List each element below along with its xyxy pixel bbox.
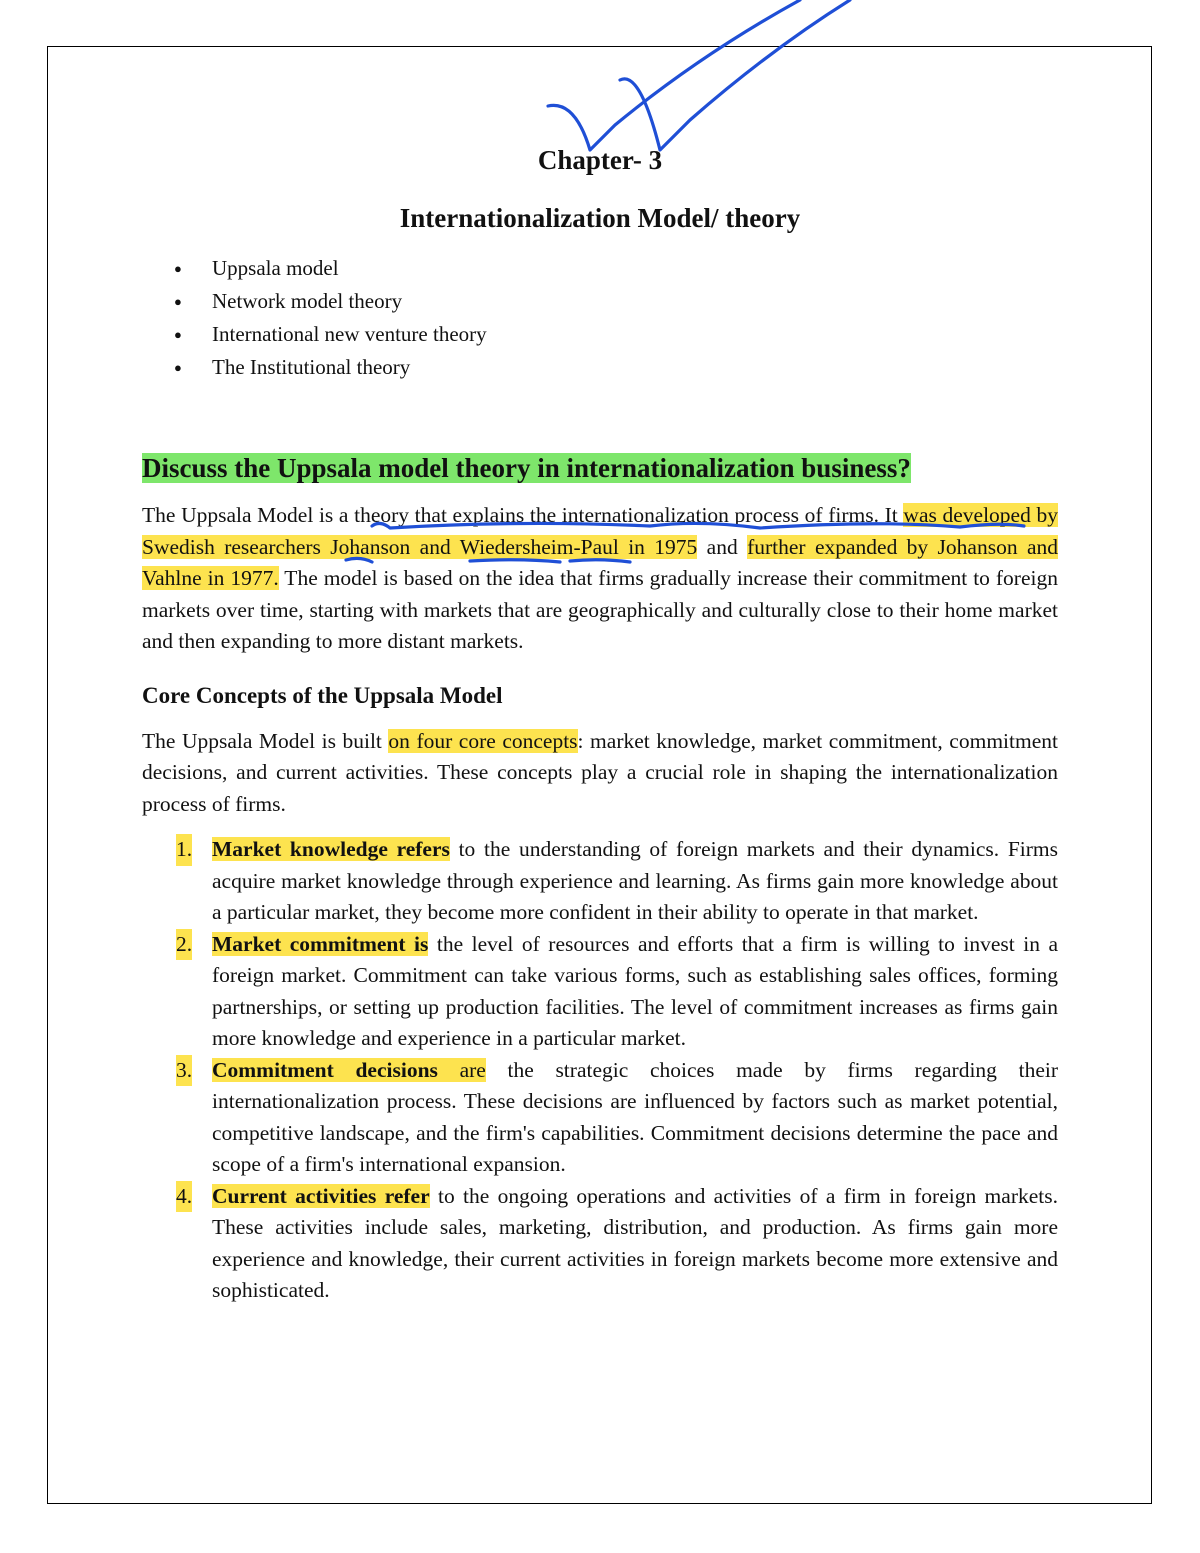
intro-highlight-1: was developed by Swedish researchers Johanson and Wiedersheim-Paul in 1975 (142, 503, 1058, 559)
question-text: Discuss the Uppsala model theory in internationalization business? (142, 453, 911, 483)
core-intro-paragraph (142, 726, 1058, 821)
concept-text: the level of resources and efforts that a firm is willing to invest in a foreign market. Commitment can take various forms, such as establishing sales offices, forming partnerships, or setting up production facilities. The level of commitment increases as firms gain more knowledge and experience in a particular market. (212, 931, 1058, 1050)
concept-text: to the ongoing operations and activities of a firm in foreign markets. These activities include sales, marketing, distribution, and production. As firms gain more experience and knowledge, their current activities in foreign markets become more extensive and sophisticated. (212, 1183, 1058, 1302)
concept-term: Market knowledge refers (212, 837, 450, 861)
page-subtitle: Internationalization Model/ theory (399, 203, 801, 233)
concept-text: the strategic choices made by firms regarding their internationalization process. These decisions are influenced by factors such as market potential, competitive landscape, and the firm's capabilities. Commitment decisions determine the pace and scope of a firm's international expansion. (212, 1057, 1058, 1176)
intro-highlight-2: further expanded by Johanson and Vahlne in 1977. (142, 534, 1058, 590)
core-intro-text-1: The Uppsala Model is built (142, 728, 389, 753)
document-body (142, 140, 1058, 1307)
question-heading (142, 450, 1058, 486)
concept-text: to the understanding of foreign markets and their dynamics. Firms acquire market knowledge through experience and learning. As firms gain more knowledge about a particular market, they become more confident in their ability to operate in that market. (212, 837, 1059, 924)
list-item: ● The Institutional theory (172, 351, 1058, 384)
item-number: 2. (176, 929, 192, 961)
concept-term: Current activities refer (212, 1183, 430, 1208)
topic-list (142, 252, 1058, 384)
list-item (142, 929, 1058, 1055)
item-number: 3. (176, 1055, 192, 1087)
intro-text-2: and (697, 534, 748, 559)
core-intro-highlight: on four core concepts (388, 728, 578, 753)
concept-term: Market commitment is (212, 931, 429, 956)
chapter-title: Chapter- 3 (537, 145, 663, 175)
core-intro-text-2: : market knowledge, market commitment, commitment decisions, and current activities. These concepts play a crucial role in shaping the internationalization process of firms. (142, 728, 1058, 816)
list-item (142, 1055, 1058, 1181)
intro-text-1: The Uppsala Model is a theory that explains the internationalization process of firms. It (142, 503, 904, 527)
list-item (142, 1181, 1058, 1307)
concept-term: Commitment decisions (212, 1057, 438, 1082)
list-item: ● Network model theory (172, 285, 1058, 318)
section-heading: Core Concepts of the Uppsala Model (142, 682, 503, 708)
list-item: ● Uppsala model (172, 252, 1058, 285)
concept-term-suffix: are (437, 1057, 486, 1082)
intro-text-3: The model is based on the idea that firms gradually increase their commitment to foreign markets over time, starting with markets that are geographically and culturally close to their home market and then expanding to more distant markets. (142, 566, 1058, 653)
concepts-list (142, 834, 1058, 1307)
list-item (142, 834, 1058, 929)
item-number: 4. (176, 1181, 192, 1213)
intro-paragraph (142, 500, 1058, 658)
list-item: ● International new venture theory (172, 318, 1058, 351)
item-number: 1. (176, 834, 192, 866)
